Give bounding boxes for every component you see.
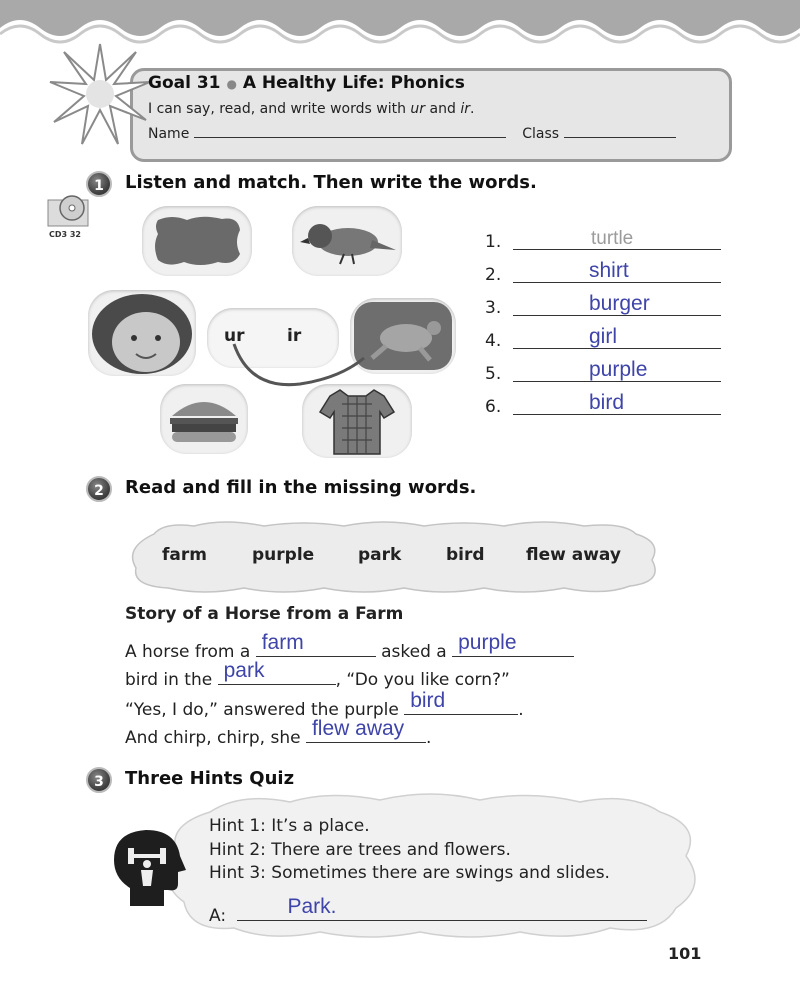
name-label: Name — [148, 126, 190, 142]
section-title-3: Three Hints Quiz — [125, 768, 295, 789]
blank-flew-away[interactable]: flew away — [306, 722, 426, 743]
goal-title: Goal 31 ● A Healthy Life: Phonics — [148, 73, 465, 93]
picture-burger — [160, 384, 248, 454]
hint-2: Hint 2: There are trees and flowers. — [209, 840, 511, 860]
goal-subtitle: I can say, read, and write words with ur and ir. — [148, 101, 475, 117]
name-class-row — [148, 126, 676, 142]
story-line-3: “Yes, I do,” answered the purple bird . — [125, 689, 524, 720]
ur-label: ur — [224, 326, 245, 346]
word-bank-flew-away: flew away — [526, 545, 621, 565]
bird-icon — [292, 206, 402, 276]
picture-purple-shape — [142, 206, 252, 276]
blank-purple[interactable]: purple — [452, 636, 574, 657]
class-label: Class — [522, 126, 560, 142]
page-number: 101 — [668, 944, 702, 963]
hint-3: Hint 3: Sometimes there are swings and slides. — [209, 863, 610, 883]
blank-farm[interactable]: farm — [256, 636, 376, 657]
answer-row-4: 4. girl — [485, 321, 721, 351]
girl-face-icon — [88, 290, 196, 376]
answer-text-1: turtle — [591, 228, 634, 249]
answer-row-2: 2. shirt — [485, 255, 721, 285]
section-title-1: Listen and match. Then write the words. — [125, 172, 537, 193]
picture-girl — [88, 290, 196, 376]
quiz-answer-field[interactable]: Park. — [237, 900, 647, 921]
answer-row-3: 3. burger — [485, 288, 721, 318]
answer-label: A: — [209, 906, 227, 926]
story-line-1: A horse from a farm asked a purple — [125, 636, 574, 662]
cd-icon — [46, 194, 90, 228]
quiz-answer-row — [209, 895, 647, 926]
word-bank-purple: purple — [252, 545, 315, 565]
ir-label: ir — [287, 326, 302, 346]
answer-text-6: bird — [589, 391, 625, 414]
name-field[interactable] — [194, 137, 506, 138]
story-line-4: And chirp, chirp, she flew away . — [125, 717, 432, 748]
word-bank-park: park — [358, 545, 402, 565]
cd-track-label: CD3 32 — [49, 230, 81, 239]
story-line-2: bird in the park , “Do you like corn?” — [125, 659, 510, 690]
section-title-2: Read and fill in the missing words. — [125, 477, 477, 498]
answer-text-2: shirt — [589, 259, 629, 282]
blank-park[interactable]: park — [218, 664, 336, 685]
answer-text-3: burger — [589, 292, 650, 315]
hint-1: Hint 1: It’s a place. — [209, 816, 370, 836]
answer-row-5: 5. purple — [485, 354, 721, 384]
story-title: Story of a Horse from a Farm — [125, 604, 404, 624]
picture-bird — [292, 206, 402, 276]
word-bank-bird: bird — [446, 545, 485, 565]
picture-shirt — [302, 384, 412, 458]
answer-row-1: 1. turtle — [485, 222, 721, 252]
word-bank-farm: farm — [162, 545, 207, 565]
section-number-2: 2 — [86, 476, 112, 502]
blank-bird[interactable]: bird — [404, 694, 518, 715]
section-number-1: 1 — [86, 171, 112, 197]
class-field[interactable] — [564, 137, 676, 138]
shirt-icon — [302, 384, 412, 458]
thinking-head-icon — [110, 826, 188, 908]
star-burst-icon — [48, 42, 152, 146]
answer-row-6: 6. bird — [485, 387, 721, 417]
answer-text-5: purple — [589, 358, 648, 381]
burger-icon — [160, 384, 248, 454]
section-number-3: 3 — [86, 767, 112, 793]
purple-blob-icon — [142, 206, 252, 276]
answer-text-4: girl — [589, 325, 618, 348]
